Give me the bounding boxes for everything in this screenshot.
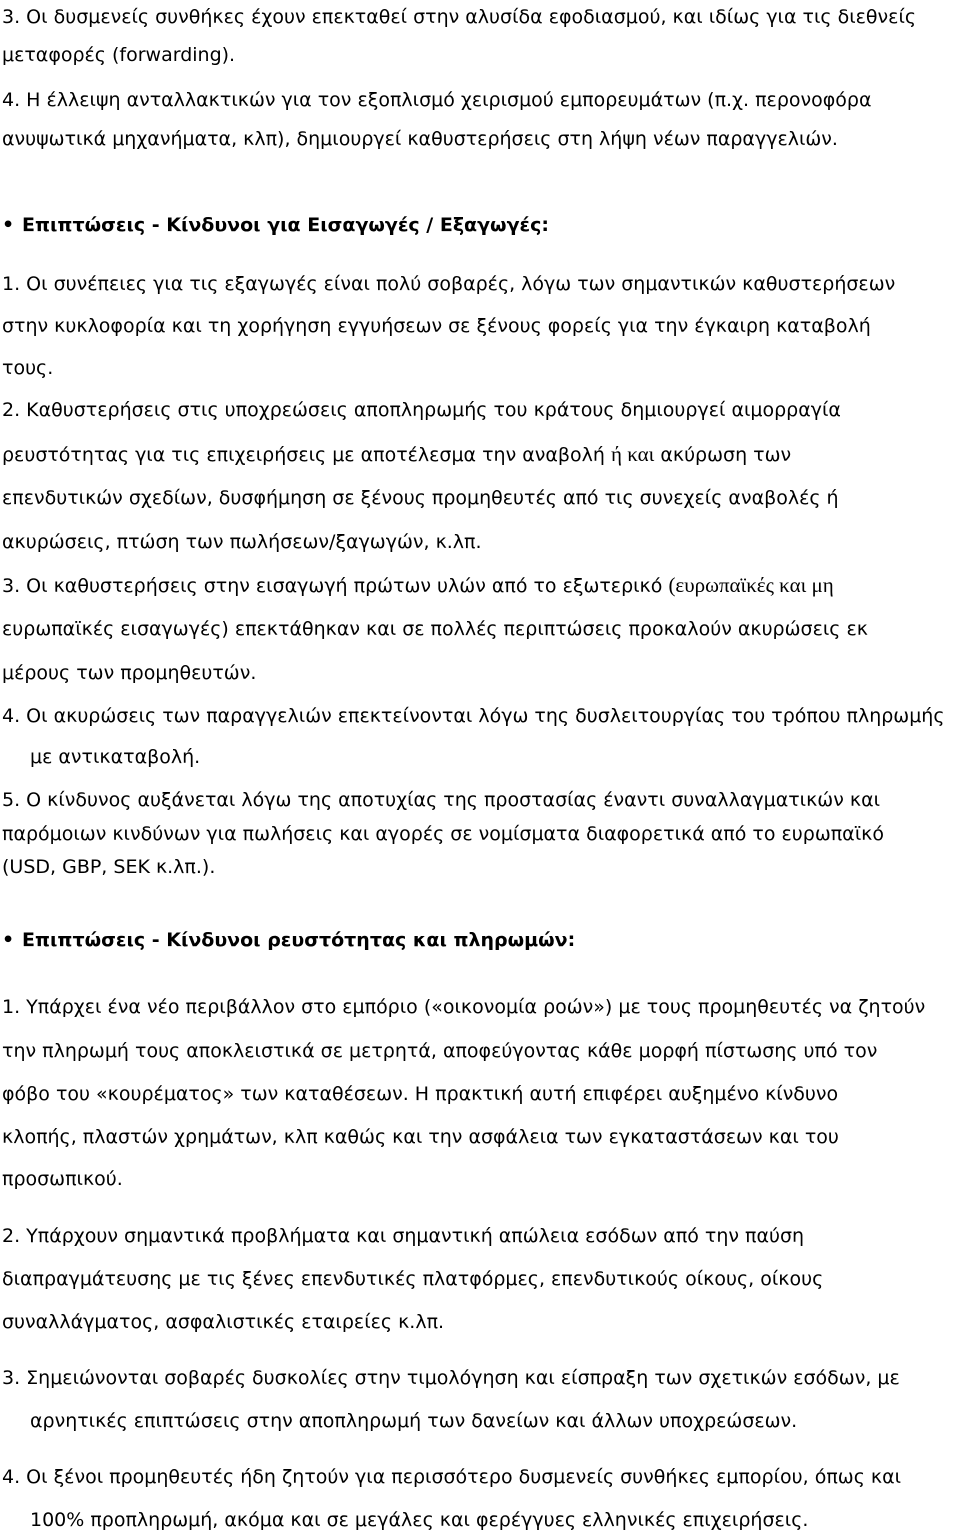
bullet-icon: • xyxy=(2,929,15,951)
b-p5-line3: (USD, GBP, SEK κ.λπ.). xyxy=(2,856,216,878)
b-p2-line4: ακυρώσεις, πτώση των πωλήσεων/ξαγωγών, κ.λπ. xyxy=(2,531,482,553)
heading-text: Επιπτώσεις - Κίνδυνοι για Εισαγωγές / Εξαγωγές: xyxy=(22,214,549,236)
c-p4-line1: 4. Οι ξένοι προμηθευτές ήδη ζητούν για περισσότερο δυσμενείς συνθήκες εμπορίου, όπως και xyxy=(2,1466,902,1488)
b-p3-line1-a: 3. Οι καθυστερήσεις στην εισαγωγή πρώτων υλών από το εξωτερικό xyxy=(2,575,663,597)
c-p1-line3: φόβο του «κουρέματος» των καταθέσεων. Η πρακτική αυτή επιφέρει αυξημένο κίνδυνο xyxy=(2,1083,839,1105)
heading-text: Επιπτώσεις - Κίνδυνοι ρευστότητας και πληρωμών: xyxy=(22,929,576,951)
b-p2-line2-b: ή και xyxy=(611,442,655,466)
section-heading-liquidity xyxy=(2,928,575,952)
b-p3-line3: μέρους των προμηθευτών. xyxy=(2,662,257,684)
c-p3-line2: αρνητικές επιπτώσεις στην αποπληρωμή των δανείων και άλλων υποχρεώσεων. xyxy=(30,1410,798,1432)
b-p2-line3: επενδυτικών σχεδίων, δυσφήμηση σε ξένους προμηθευτές από τις συνεχείς αναβολές ή xyxy=(2,487,839,509)
b-p2-line2-c: ακύρωση των xyxy=(660,444,792,466)
b-p2-line2 xyxy=(2,442,956,467)
b-p5-line1: 5. Ο κίνδυνος αυξάνεται λόγω της αποτυχίας της προστασίας έναντι συναλλαγματικών και xyxy=(2,789,881,811)
b-p1-line3: τους. xyxy=(2,357,54,379)
item4-line1: 4. Η έλλειψη ανταλλακτικών για τον εξοπλισμό χειρισμού εμπορευμάτων (π.χ. περονοφόρα xyxy=(2,89,872,111)
item3-line2: μεταφορές (forwarding). xyxy=(2,44,236,66)
b-p4-line2: με αντικαταβολή. xyxy=(30,746,201,768)
b-p3-line1-b: (ευρωπαϊκές και μη xyxy=(668,573,834,597)
b-p4-line1: 4. Οι ακυρώσεις των παραγγελιών επεκτείνονται λόγω της δυσλειτουργίας του τρόπου πληρωμής xyxy=(2,705,945,727)
section-heading-import-export xyxy=(2,213,549,237)
b-p1-line1: 1. Οι συνέπειες για τις εξαγωγές είναι πολύ σοβαρές, λόγω των σημαντικών καθυστερήσεων xyxy=(2,273,896,295)
item4-line2: ανυψωτικά μηχανήματα, κλπ), δημιουργεί καθυστερήσεις στη λήψη νέων παραγγελιών. xyxy=(2,128,838,150)
c-p2-line3: συναλλάγματος, ασφαλιστικές εταιρείες κ.λπ. xyxy=(2,1311,445,1333)
c-p1-line4: κλοπής, πλαστών χρημάτων, κλπ καθώς και την ασφάλεια των εγκαταστάσεων και του xyxy=(2,1126,839,1148)
bullet-icon: • xyxy=(2,214,15,236)
b-p2-line1: 2. Καθυστερήσεις στις υποχρεώσεις αποπληρωμής του κράτους δημιουργεί αιμορραγία xyxy=(2,399,841,421)
item3-line1: 3. Οι δυσμενείς συνθήκες έχουν επεκταθεί στην αλυσίδα εφοδιασμού, και ιδίως για τις διεθνείς xyxy=(2,6,917,28)
c-p4-line2: 100% προπληρωμή, ακόμα και σε μεγάλες και φερέγγυες ελληνικές επιχειρήσεις. xyxy=(30,1509,809,1531)
c-p2-line1: 2. Υπάρχουν σημαντικά προβλήματα και σημαντική απώλεια εσόδων από την παύση xyxy=(2,1225,805,1247)
b-p2-line2-a: ρευστότητας για τις επιχειρήσεις με αποτέλεσμα την αναβολή xyxy=(2,444,605,466)
b-p1-line2: στην κυκλοφορία και τη χορήγηση εγγυήσεων σε ξένους φορείς για την έγκαιρη καταβολή xyxy=(2,315,871,337)
b-p3-line2: ευρωπαϊκές εισαγωγές) επεκτάθηκαν και σε πολλές περιπτώσεις προκαλούν ακυρώσεις εκ xyxy=(2,618,868,640)
c-p1-line1: 1. Υπάρχει ένα νέο περιβάλλον στο εμπόριο («οικονομία ροών») με τους προμηθευτές να ζητούν xyxy=(2,996,926,1018)
c-p3-line1: 3. Σημειώνονται σοβαρές δυσκολίες στην τιμολόγηση και είσπραξη των σχετικών εσόδων, με xyxy=(2,1367,900,1389)
b-p3-line1 xyxy=(2,573,956,598)
c-p1-line2: την πληρωμή τους αποκλειστικά σε μετρητά, αποφεύγοντας κάθε μορφή πίστωσης υπό τον xyxy=(2,1040,878,1062)
b-p5-line2: παρόμοιων κινδύνων για πωλήσεις και αγορές σε νομίσματα διαφορετικά από το ευρωπαϊκό xyxy=(2,823,884,845)
c-p1-line5: προσωπικού. xyxy=(2,1168,123,1190)
c-p2-line2: διαπραγμάτευσης με τις ξένες επενδυτικές πλατφόρμες, επενδυτικούς οίκους, οίκους xyxy=(2,1268,824,1290)
